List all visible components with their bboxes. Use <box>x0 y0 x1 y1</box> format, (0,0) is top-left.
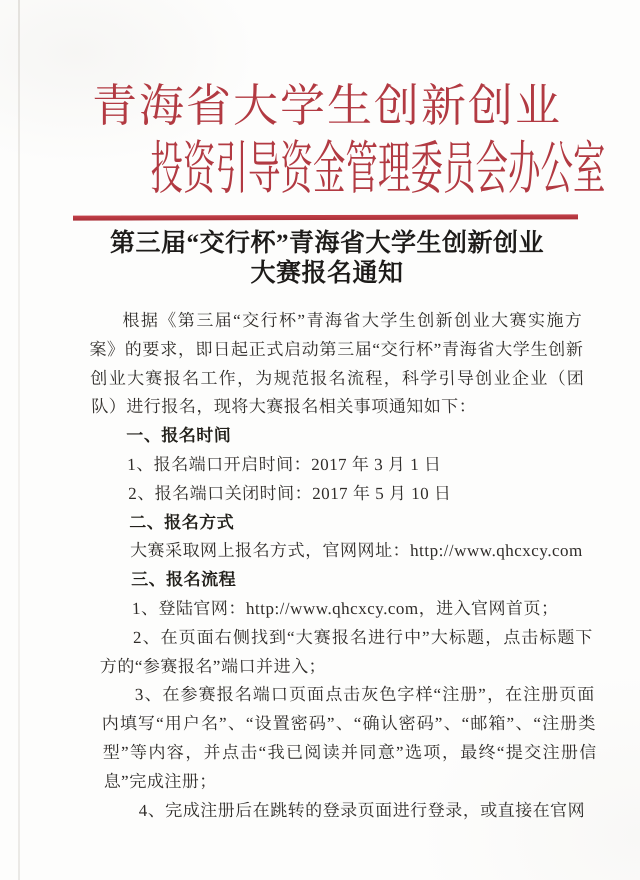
letterhead-line2: 投资引导资金管理委员会办公室 <box>150 138 606 202</box>
section-3-step-2: 2、在页面右侧找到“大赛报名进行中”大标题，点击标题下方的“参赛报名”端口并进入； <box>99 627 594 676</box>
letterhead <box>0 81 640 202</box>
section-2-item-website: 大赛采取网上报名方式，官网网址：http://www.qhcxcy.com <box>129 541 584 561</box>
notice-title-line1: 第三届“交行杯”青海省大学生创新创业 <box>109 230 544 257</box>
section-1-item-open-time: 1、报名端口开启时间：2017 年 3 月 1 日 <box>126 454 442 474</box>
section-1-heading: 一、报名时间 <box>125 426 232 446</box>
section-3-step-3: 3、在参赛报名端口页面点击灰色字样“注册”，在注册页面内填写“用户名”、“设置密码”、“确认密码”、“邮箱”、“注册类型”等内容，并点击“我已阅读并同意”选项，最终“提交注册信息”完成注册； <box>101 685 598 791</box>
notice-title <box>0 229 640 289</box>
notice-body <box>88 307 599 825</box>
intro-paragraph: 根据《第三届“交行杯”青海省大学生创新创业大赛实施方案》的要求，即日起正式启动第三届“交行杯”青海省大学生创新创业大赛报名工作，为规范报名流程，科学引导创业企业（团队）进行报名，现将大赛报名相关事项通知如下： <box>89 311 585 417</box>
section-3-step-4: 4、完成注册后在跳转的登录页面进行登录，或直接在官网 <box>138 800 586 820</box>
section-2-heading: 二、报名方式 <box>128 512 235 532</box>
notice-title-line2: 大赛报名通知 <box>250 260 404 287</box>
letterhead-line2-wrap <box>14 138 640 202</box>
section-1-item-close-time: 2、报名端口关闭时间：2017 年 5 月 10 日 <box>127 483 452 503</box>
letterhead-line1: 青海省大学生创新创业 <box>91 81 562 131</box>
section-3-step-1: 1、登陆官网：http://www.qhcxcy.com，进入官网首页； <box>131 598 559 618</box>
letterhead-divider-rule <box>73 214 578 220</box>
section-3-heading: 三、报名流程 <box>130 570 237 590</box>
